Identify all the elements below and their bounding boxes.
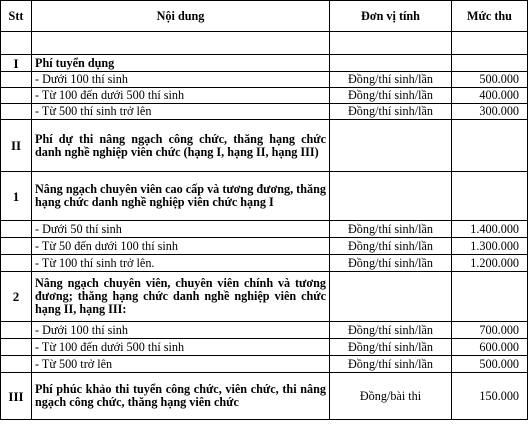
table-row (1, 255, 528, 272)
stt-cell (1, 72, 32, 88)
content-cell: - Từ 500 trở lên (32, 356, 330, 373)
fee-cell: 1.400.000 (452, 221, 528, 238)
table-row (1, 55, 528, 72)
content-cell: - Dưới 100 thí sinh (32, 72, 330, 88)
section-heading: Phí phúc khảo thi tuyển công chức, viên chức, thi nâng ngạch công chức, thăng hạng viên chức (32, 373, 330, 420)
fee-cell: 1.300.000 (452, 238, 528, 255)
subsection-heading: Nâng ngạch chuyên viên, chuyên viên chính và tương đương; thăng hạng chức danh nghề nghiệp viên chức hạng II, hạng III: (32, 272, 330, 322)
fee-cell: 300.000 (452, 104, 528, 120)
stt-cell (1, 238, 32, 255)
fee-cell (452, 120, 528, 172)
subsection-heading: Nâng ngạch chuyên viên cao cấp và tương đương, thăng hạng chức danh nghề nghiệp viên chức hạng I (32, 172, 330, 221)
stt-cell (1, 221, 32, 238)
stt-cell: 1 (1, 172, 32, 221)
unit-cell: Đồng/thí sinh/lần (330, 221, 452, 238)
table-row (1, 32, 528, 55)
content-cell: - Từ 100 đến dưới 500 thí sinh (32, 339, 330, 356)
stt-cell (1, 322, 32, 339)
fee-cell: 1.200.000 (452, 255, 528, 272)
unit-cell (330, 172, 452, 221)
fee-cell: 500.000 (452, 72, 528, 88)
table-row (1, 120, 528, 172)
header-unit: Đơn vị tính (330, 1, 452, 32)
unit-cell: Đồng/thí sinh/lần (330, 238, 452, 255)
table-row (1, 88, 528, 104)
table-row (1, 356, 528, 373)
header-fee: Mức thu (452, 1, 528, 32)
unit-cell (330, 272, 452, 322)
fee-cell: 700.000 (452, 322, 528, 339)
fee-cell (452, 55, 528, 72)
stt-cell (1, 356, 32, 373)
fee-cell: 150.000 (452, 373, 528, 420)
fee-cell: 400.000 (452, 88, 528, 104)
section-heading: Phí dự thi nâng ngạch công chức, thăng hạng chức danh nghề nghiệp viên chức (hạng I, hạng II, hạng III) (32, 120, 330, 172)
table-row (1, 72, 528, 88)
stt-cell: 2 (1, 272, 32, 322)
table-row (1, 322, 528, 339)
content-cell: - Dưới 100 thí sinh (32, 322, 330, 339)
content-cell: - Từ 50 đến dưới 100 thí sinh (32, 238, 330, 255)
fee-cell (452, 32, 528, 55)
unit-cell: Đồng/thí sinh/lần (330, 255, 452, 272)
section-heading: Phí tuyển dụng (32, 55, 330, 72)
fee-cell (452, 272, 528, 322)
fee-cell: 500.000 (452, 356, 528, 373)
stt-cell (1, 255, 32, 272)
unit-cell: Đồng/thí sinh/lần (330, 322, 452, 339)
content-cell: - Từ 100 thí sinh trở lên. (32, 255, 330, 272)
stt-cell: I (1, 55, 32, 72)
table-row (1, 272, 528, 322)
stt-cell: III (1, 373, 32, 420)
unit-cell (330, 32, 452, 55)
header-content: Nội dung (32, 1, 330, 32)
table-row (1, 221, 528, 238)
unit-cell: Đồng/thí sinh/lần (330, 104, 452, 120)
fee-cell: 600.000 (452, 339, 528, 356)
unit-cell: Đồng/thí sinh/lần (330, 356, 452, 373)
unit-cell: Đồng/thí sinh/lần (330, 339, 452, 356)
content-cell: - Từ 100 đến dưới 500 thí sinh (32, 88, 330, 104)
table-row (1, 373, 528, 420)
unit-cell: Đồng/bài thi (330, 373, 452, 420)
stt-cell (1, 32, 32, 55)
unit-cell: Đồng/thí sinh/lần (330, 72, 452, 88)
stt-cell (1, 339, 32, 356)
table-row (1, 104, 528, 120)
unit-cell: Đồng/thí sinh/lần (330, 88, 452, 104)
stt-cell (1, 88, 32, 104)
stt-cell (1, 104, 32, 120)
content-cell: - Từ 500 thí sinh trở lên (32, 104, 330, 120)
unit-cell (330, 120, 452, 172)
table-row (1, 339, 528, 356)
fee-cell (452, 172, 528, 221)
stt-cell: II (1, 120, 32, 172)
header-stt: Stt (1, 1, 32, 32)
table-row (1, 172, 528, 221)
table-row (1, 238, 528, 255)
content-cell: - Dưới 50 thí sinh (32, 221, 330, 238)
unit-cell (330, 55, 452, 72)
content-cell (32, 32, 330, 55)
header-row (1, 1, 528, 32)
